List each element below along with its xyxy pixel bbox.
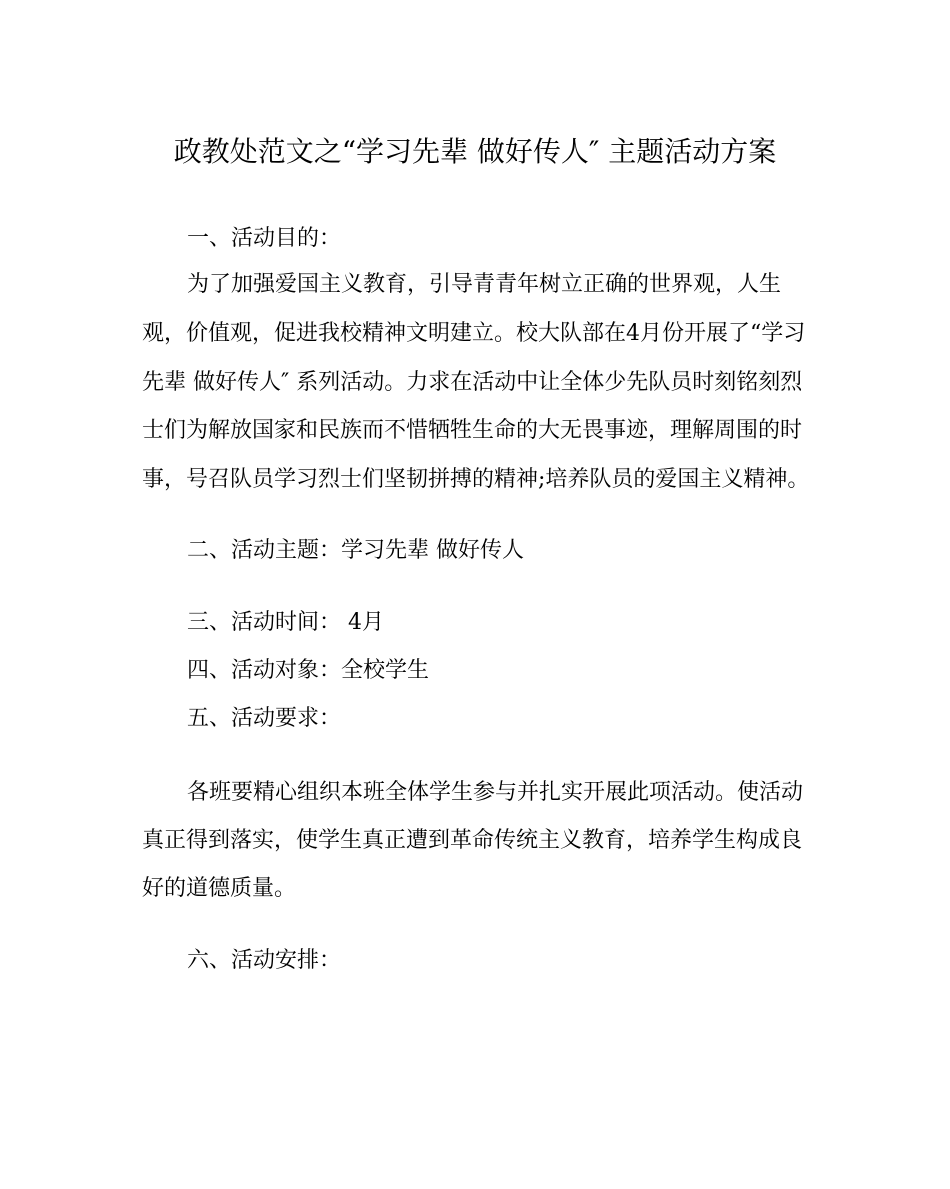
section-2-heading: 二、活动主题：学习先辈 做好传人 (187, 538, 524, 563)
section-5-paragraph-line-3: 好的道德质量。 (142, 876, 297, 901)
section-5-paragraph-line-2: 真正得到落实，使学生真正遭到革命传统主义教育，培养学生构成良 (142, 828, 803, 853)
section-1-paragraph-line-1: 为了加强爱国主义教育，引导青青年树立正确的世界观，人生 (187, 272, 782, 297)
section-1-paragraph-line-4: 士们为解放国家和民族而不惜牺牲生命的大无畏事迹，理解周围的时 (142, 418, 803, 443)
section-1-paragraph-line-3: 先辈 做好传人″ 系列活动。力求在活动中让全体少先队员时刻铭刻烈 (142, 370, 803, 395)
section-6-heading: 六、活动安排： (187, 948, 342, 973)
section-1-paragraph-line-2: 观，价值观，促进我校精神文明建立。校大队部在4月份开展了“学习 (142, 321, 806, 346)
section-5-paragraph-line-1: 各班要精心组织本班全体学生参与并扎实开展此项活动。使活动 (187, 780, 804, 805)
section-5-heading: 五、活动要求： (187, 706, 342, 731)
section-4-heading: 四、活动对象：全校学生 (187, 658, 430, 683)
section-3-heading: 三、活动时间： 4月 (187, 610, 384, 635)
document-title: 政教处范文之“学习先辈 做好传人″ 主题活动方案 (173, 135, 777, 168)
section-1-heading: 一、活动目的： (187, 226, 342, 251)
section-1-paragraph-line-5: 事，号召队员学习烈士们坚韧拼搏的精神;培养队员的爱国主义精神。 (142, 467, 810, 492)
